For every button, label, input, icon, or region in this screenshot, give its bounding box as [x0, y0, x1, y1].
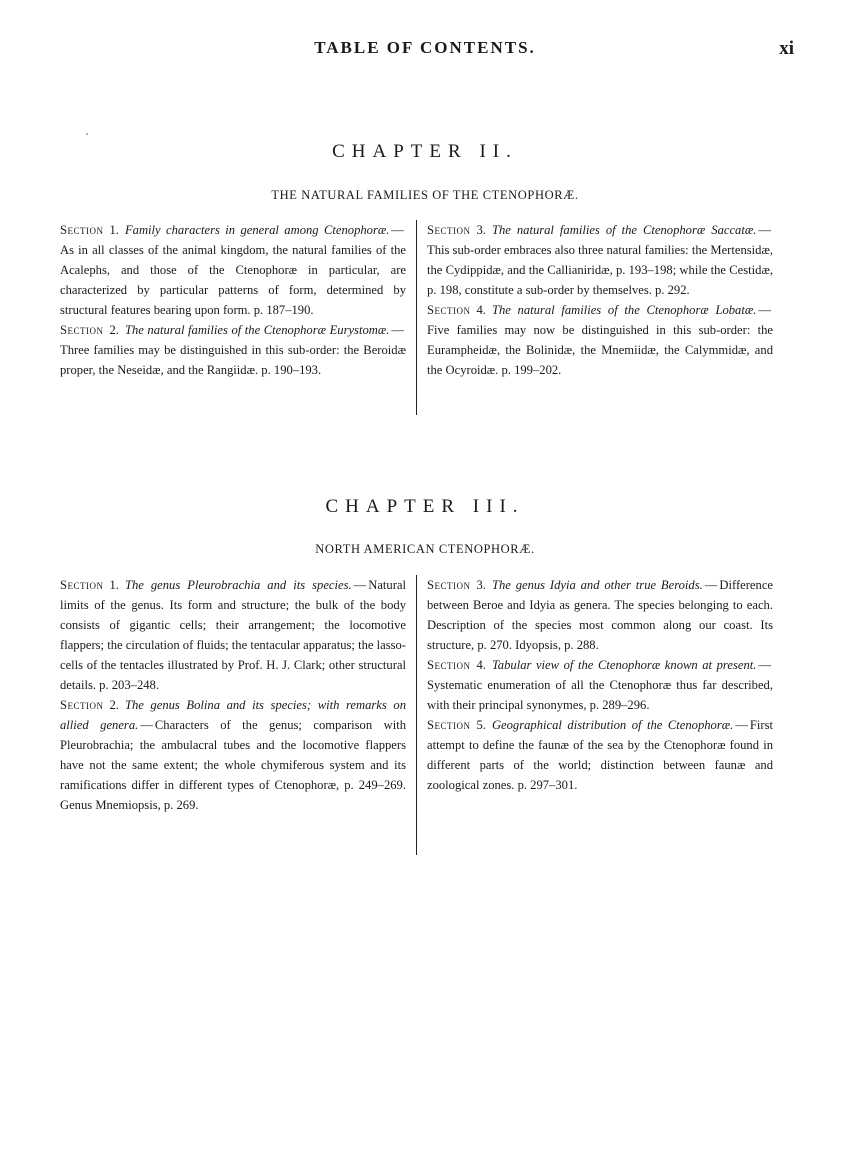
toc-entry: Section 4. The natural families of the Ctenophoræ Lobatæ. —Five families may now be distinguished in this sub-order: the Eurampheidæ, the Bolinidæ, the Mnemiidæ, the Calymmidæ, and the Ocyroidæ. p. 199–202.	[427, 303, 773, 377]
section-title: Family characters in general among Ctenophoræ.	[124, 223, 390, 237]
section-label: Section	[60, 578, 104, 592]
section-number: 2.	[109, 323, 119, 337]
section-summary: This sub-order embraces also three natural families: the Mertensidæ, the Cydippidæ, and the Callianiridæ, p. 193–198; while the Cestidæ, p. 198, constitute a sub-order by themselves. p. 292.	[427, 243, 773, 297]
section-title: The natural families of the Ctenophoræ Saccatæ.	[491, 223, 757, 237]
toc-entry: Section 1. The genus Pleurobrachia and its species. — Natural limits of the genus. Its form and structure; the bulk of the body consists of gigantic cells; their arrangement; the locomotive flappers; the circulation of fluids; the tentacular apparatus; the lasso-cells of the tentacles illustrated by Prof. H. J. Clark; other structural details. p. 203–248.	[60, 578, 406, 692]
left-column	[60, 575, 416, 855]
chapter-subtitle: THE NATURAL FAMILIES OF THE CTENOPHORÆ.	[271, 188, 579, 202]
section-summary: Five families may now be distinguished in this sub-order: the Eurampheidæ, the Bolinidæ, the Mnemiidæ, the Calymmidæ, and the Ocyroidæ. p. 199–202.	[427, 323, 773, 377]
toc-entry: Section 2. The genus Bolina and its species; with remarks on allied genera. — Characters of the genus; comparison with Pleurobrachia; the ambulacral tubes and the locomotive flappers have not the same extent; the whole chymiferous system and its ramifications differ in different types of Ctenophoræ, p. 249–269. Genus Mnemiopsis, p. 269.	[60, 698, 406, 812]
section-summary: First attempt to define the faunæ of the sea by the Ctenophoræ found in different parts of the world; distinction between faunæ and zoological zones. p. 297–301.	[427, 718, 773, 792]
chapter-subtitle: NORTH AMERICAN CTENOPHORÆ.	[315, 542, 535, 556]
section-title: Geographical distribution of the Ctenophoræ.	[491, 718, 734, 732]
section-title: The genus Bolina and its species; with remarks on allied genera.	[60, 698, 406, 732]
chapter-sections	[60, 575, 776, 855]
section-summary: Characters of the genus; comparison with Pleurobrachia; the ambulacral tubes and the locomotive flappers have not the same extent; the whole chymiferous system and its ramifications differ in different types of Ctenophoræ, p. 249–269. Genus Mnemiopsis, p. 269.	[60, 718, 406, 812]
section-number: 5.	[476, 718, 486, 732]
toc-entry: Section 2. The natural families of the Ctenophoræ Eurystomæ. —Three families may be distinguished in this sub-order: the Beroidæ proper, the Neseidæ, and the Rangiidæ. p. 190–193.	[60, 323, 406, 377]
section-number: 4.	[476, 658, 486, 672]
section-label: Section	[60, 698, 104, 712]
section-label: Section	[60, 323, 104, 337]
section-summary: Three families may be distinguished in this sub-order: the Beroidæ proper, the Neseidæ, and the Rangiidæ. p. 190–193.	[60, 343, 406, 377]
running-title: TABLE OF CONTENTS.	[314, 38, 536, 57]
left-column	[60, 220, 416, 415]
toc-entry: Section 5. Geographical distribution of the Ctenophoræ. — First attempt to define the faunæ of the sea by the Ctenophoræ found in different parts of the world; distinction between faunæ and zoological zones. p. 297–301.	[427, 718, 773, 792]
section-label: Section	[427, 578, 471, 592]
ink-speck	[86, 133, 88, 135]
chapter-heading: CHAPTER III.	[325, 496, 525, 517]
section-label: Section	[427, 658, 471, 672]
chapter-heading: CHAPTER II.	[332, 141, 518, 162]
section-summary: Natural limits of the genus. Its form and structure; the bulk of the body consists of gigantic cells; their arrangement; the locomotive flappers; the circulation of fluids; the tentacular apparatus; the lasso-cells of the tentacles illustrated by Prof. H. J. Clark; other structural details. p. 203–248.	[60, 578, 406, 692]
section-summary: Systematic enumeration of all the Ctenophoræ thus far described, with their principal synonymes, p. 289–296.	[427, 678, 773, 712]
right-column	[417, 220, 773, 415]
section-number: 1.	[109, 223, 119, 237]
running-head	[0, 38, 850, 62]
section-number: 2.	[109, 698, 119, 712]
chapter-sections	[60, 220, 776, 415]
section-number: 3.	[476, 223, 486, 237]
section-number: 1.	[109, 578, 119, 592]
section-title: The natural families of the Ctenophoræ Eurystomæ.	[124, 323, 390, 337]
toc-entry: Section 4. Tabular view of the Ctenophoræ known at present. —Systematic enumeration of all the Ctenophoræ thus far described, with their principal synonymes, p. 289–296.	[427, 658, 773, 712]
page-number: xi	[779, 38, 794, 59]
section-title: The genus Idyia and other true Beroids.	[491, 578, 703, 592]
section-title: The natural families of the Ctenophoræ Lobatæ.	[491, 303, 757, 317]
section-label: Section	[427, 223, 471, 237]
right-column	[417, 575, 773, 855]
section-label: Section	[427, 303, 471, 317]
section-label: Section	[60, 223, 104, 237]
section-title: Tabular view of the Ctenophoræ known at present.	[491, 658, 757, 672]
section-title: The genus Pleurobrachia and its species.	[124, 578, 352, 592]
section-number: 4.	[476, 303, 486, 317]
toc-entry: Section 3. The natural families of the Ctenophoræ Saccatæ. —This sub-order embraces also three natural families: the Mertensidæ, the Cydippidæ, and the Callianiridæ, p. 193–198; while the Cestidæ, p. 198, constitute a sub-order by themselves. p. 292.	[427, 223, 773, 297]
section-summary: As in all classes of the animal kingdom, the natural families of the Acalephs, and those of the Ctenophoræ in particular, are characterized by particular patterns of form, determined by structural features bearing upon form. p. 187–190.	[60, 243, 406, 317]
section-summary: Difference between Beroe and Idyia as genera. The species belonging to each. Description of the species most common along our coast. Its structure, p. 270. Idyopsis, p. 288.	[427, 578, 773, 652]
toc-entry: Section 1. Family characters in general among Ctenophoræ. —As in all classes of the animal kingdom, the natural families of the Acalephs, and those of the Ctenophoræ in particular, are characterized by particular patterns of form, determined by structural features bearing upon form. p. 187–190.	[60, 223, 406, 317]
section-number: 3.	[476, 578, 486, 592]
toc-entry: Section 3. The genus Idyia and other true Beroids. — Difference between Beroe and Idyia as genera. The species belonging to each. Description of the species most common along our coast. Its structure, p. 270. Idyopsis, p. 288.	[427, 578, 773, 652]
section-label: Section	[427, 718, 471, 732]
